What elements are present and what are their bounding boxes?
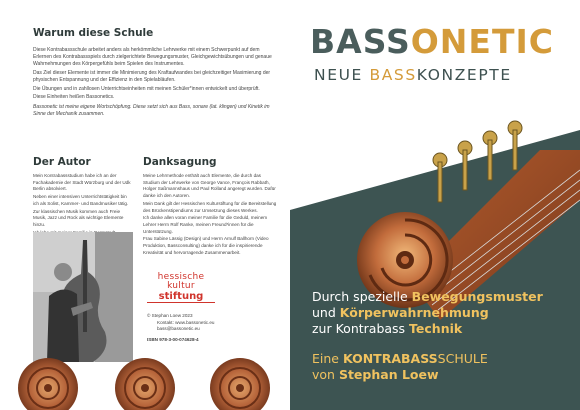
subtitle-part: KONZEPTE bbox=[416, 66, 512, 84]
school-text: SCHULE bbox=[437, 351, 488, 366]
why-paragraph: Diese Kontrabassschule arbeitet anders als herkömmliche Lehrwerke mit einem Schwerpunkt auf dem Erlernen des Kontrabassspiels durch zielgerichtete Bewegungsmuster, Gleichgewichtsübungen und genaue Wahrnehmungen des Körpergefühls beim Spielen des Instrumentes. bbox=[33, 47, 272, 68]
school-highlight: KONTRABASS bbox=[342, 351, 438, 366]
email: bass@bassonetic.eu bbox=[157, 326, 200, 332]
thanks-paragraph: Ich danke allen voran meiner Familie für die Geduld, meinem Lehrer Herrn Rolf Ranke, meinen Freund*innen für die Unterstützung. bbox=[143, 215, 268, 234]
author-heading: Der Autor bbox=[33, 156, 91, 168]
school-text: von bbox=[312, 367, 339, 382]
tagline-text: Durch spezielle bbox=[312, 289, 412, 304]
logo-part-onetic: ONETIC bbox=[410, 22, 554, 61]
copyright: © Stephan Loew 2023 bbox=[147, 313, 193, 318]
logo-part-bass: BASS bbox=[310, 22, 411, 61]
bassonetic-logo bbox=[310, 22, 570, 61]
imprint bbox=[147, 313, 214, 343]
author-name: Stephan Loew bbox=[338, 367, 439, 382]
author-text bbox=[33, 173, 133, 237]
thanks-text bbox=[143, 173, 278, 257]
thanks-paragraph: Frau Sabine Lässig (Design) und Herrn Arnulf Ballhorn (Video Produktion, Bassconsulting) danke ich für die inspirierende Kreativität und hervorragende Zusammenarbeit. bbox=[143, 236, 269, 255]
stiftung-line: hessische bbox=[157, 272, 205, 282]
scroll-right bbox=[210, 358, 270, 410]
tagline bbox=[312, 289, 574, 337]
why-text bbox=[33, 47, 273, 120]
scroll-left bbox=[18, 358, 78, 410]
why-paragraph: Das Ziel dieser Elemente ist immer die Minimierung des Kraftaufwandes bei gleichzeitiger Maximierung der physischen Entspannung und der Effizienz in den Spielabläufen. bbox=[33, 70, 271, 84]
subtitle bbox=[314, 66, 512, 84]
why-heading: Warum diese Schule bbox=[33, 27, 154, 39]
thanks-heading: Danksagung bbox=[143, 156, 217, 168]
front-cover bbox=[290, 0, 580, 410]
school-text: Eine bbox=[312, 351, 343, 366]
why-note: Bassonetic ist meine eigene Wortschöpfung. Diese setzt sich aus Bass, sonare (lat. klingen) und Kinetik im Sinne der Mechanik zusammen. bbox=[33, 103, 270, 117]
contact: Kontakt: www.bassonetic.eu bbox=[157, 319, 215, 325]
bass-scroll-illustrations bbox=[0, 340, 290, 410]
author-paragraph: Neben einer intensiven Unterrichtstätigkeit bin ich als Solist, Kammer- und Bandmusiker tätig. bbox=[33, 194, 129, 206]
why-paragraph: Die Übungen und in zahllosen Unterrichtseinheiten mit meinen Schüler*innen entwickelt und überprüft. Diese Einheiten heißen Bassonetics. bbox=[33, 86, 260, 100]
tagline-highlight: Körperwahrnehmung bbox=[339, 305, 489, 320]
school-line bbox=[312, 351, 488, 383]
subtitle-part: NEUE bbox=[314, 66, 370, 84]
stiftung-line: stiftung bbox=[147, 291, 215, 303]
subtitle-part: BASS bbox=[369, 66, 417, 84]
tagline-highlight: Technik bbox=[409, 321, 463, 336]
stiftung-logo bbox=[147, 273, 215, 303]
isbn: ISBN 978-3-00-074628-4 bbox=[147, 336, 199, 342]
thanks-paragraph: Mein Dank gilt der Hessischen Kulturstiftung für die Bereitstellung des Brückenstipendiums zur Umsetzung dieses Werkes. bbox=[143, 200, 277, 213]
stiftung-line: kultur bbox=[167, 281, 195, 291]
tagline-highlight: Bewegungsmuster bbox=[411, 289, 543, 304]
thanks-paragraph: Meine Lehrmethode enthält auch Elemente, die durch das Studium der Lehrwerke von George Vance, François Rabbath, Holger Saßmannshaus und Paul Rolland angeregt wurden. Dafür danke ich den Autoren. bbox=[143, 173, 276, 199]
author-paragraph: Zur klassischen Musik kommen auch Freie Musik, Jazz und Rock als wichtige Elemente hinzu. bbox=[33, 208, 124, 227]
scroll-middle bbox=[115, 358, 175, 410]
tagline-text: und bbox=[312, 305, 340, 320]
author-paragraph: Mein Kontrabassstudium habe ich an der Fachakademie der Stadt Würzburg und der Udk Berlin absolviert. bbox=[33, 173, 131, 192]
tagline-text: zur Kontrabass bbox=[312, 321, 410, 336]
